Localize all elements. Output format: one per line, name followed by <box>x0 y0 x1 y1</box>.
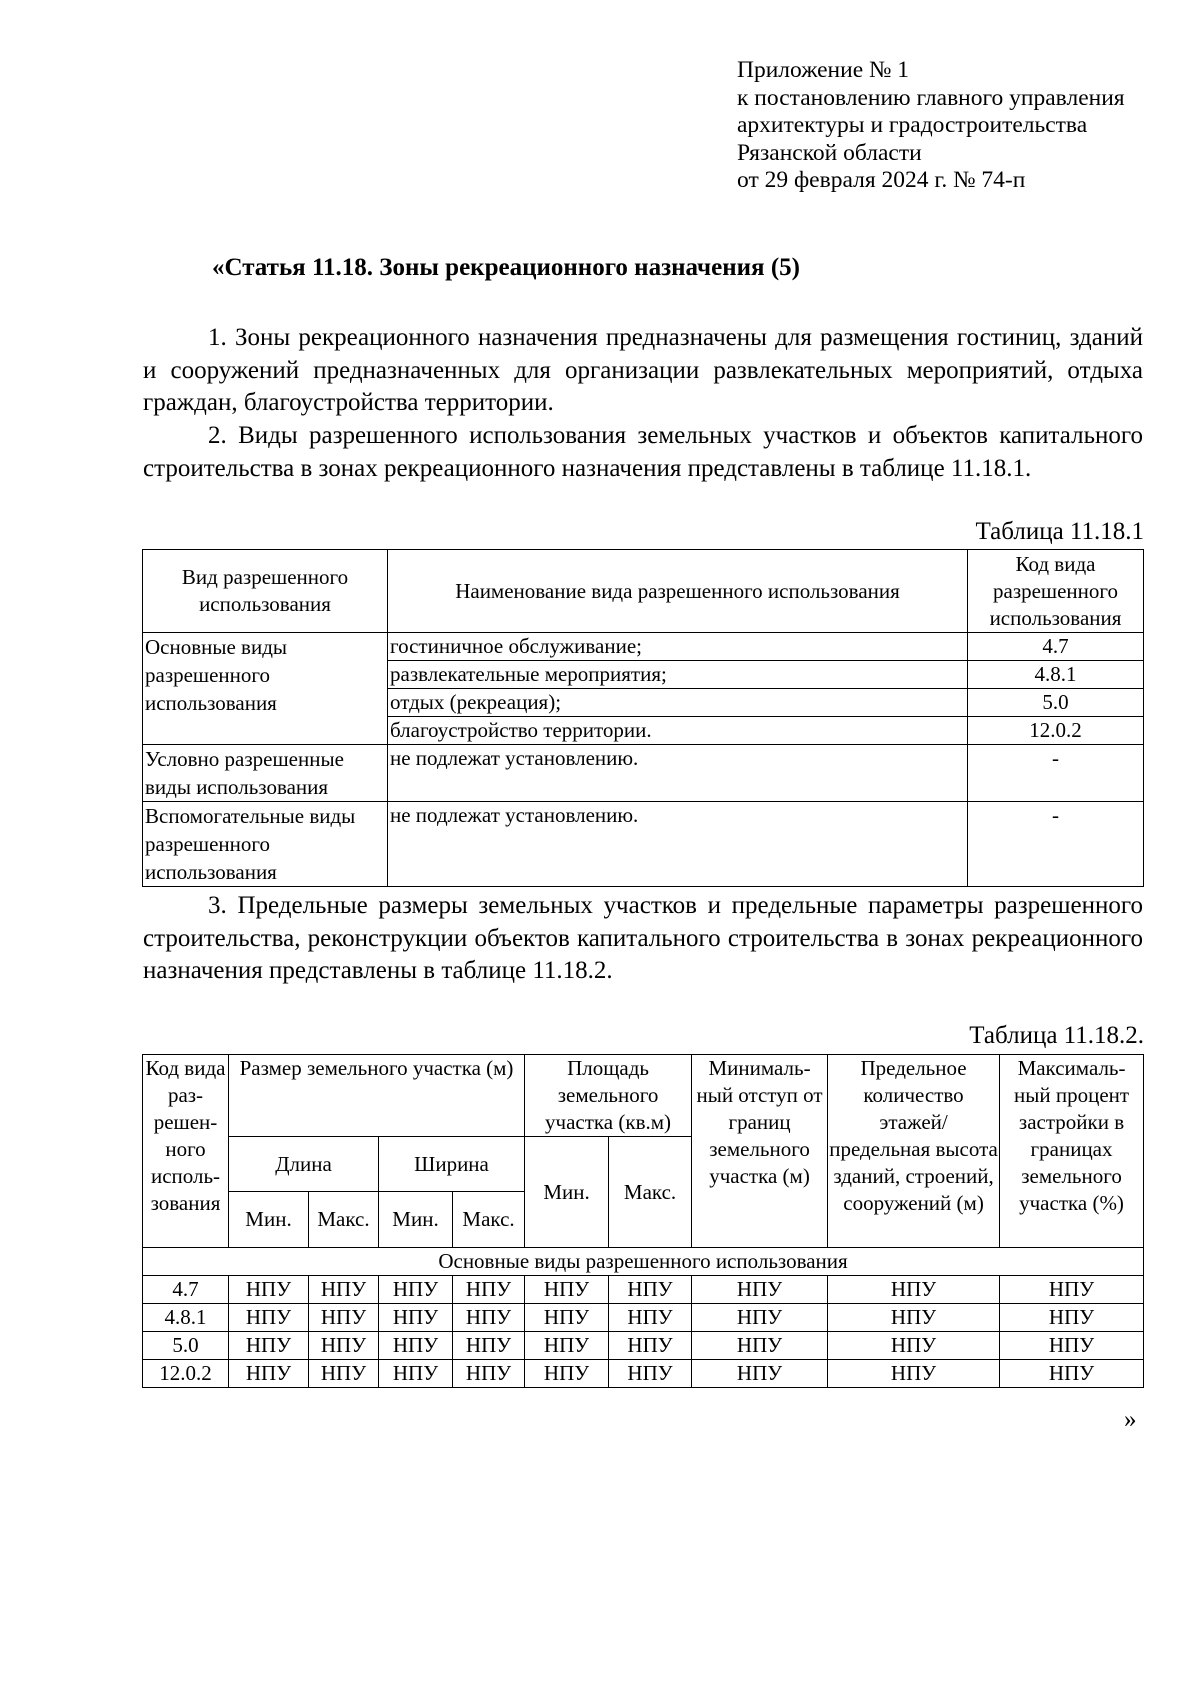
cell: НПУ <box>525 1276 609 1304</box>
cell: НПУ <box>828 1276 1000 1304</box>
header-cell: Предельное количество этажей/ предельная высота зданий, строений, сооружений (м) <box>828 1055 1000 1248</box>
row-code: 4.7 <box>143 1276 229 1304</box>
header-cell: Макс. <box>309 1192 379 1248</box>
use-code: 12.0.2 <box>968 717 1144 745</box>
cell: НПУ <box>1000 1276 1144 1304</box>
cell: НПУ <box>692 1304 828 1332</box>
table-row <box>143 1332 1144 1360</box>
header-cell: Площадь земельного участка (кв.м) <box>525 1055 692 1137</box>
use-code: 4.7 <box>968 633 1144 661</box>
paragraph-2 <box>143 420 1143 485</box>
header-cell: Ширина <box>379 1137 525 1192</box>
section-label: Основные виды разрешенного использования <box>143 1248 1144 1276</box>
cell: НПУ <box>453 1360 525 1388</box>
use-name: благоустройство территории. <box>388 717 968 745</box>
cell: НПУ <box>309 1276 379 1304</box>
header-cell: Макс. <box>609 1137 692 1248</box>
appendix-line: Рязанской области <box>737 139 922 166</box>
cell: НПУ <box>525 1332 609 1360</box>
use-name: развлекательные мероприятия; <box>388 661 968 689</box>
use-code: - <box>968 802 1144 887</box>
row-code: 5.0 <box>143 1332 229 1360</box>
article-title: «Статья 11.18. Зоны рекреационного назначения (5) <box>212 254 800 281</box>
table-row <box>143 633 1144 661</box>
cell: НПУ <box>453 1332 525 1360</box>
header-cell: Вид разрешенного использования <box>143 550 388 633</box>
cell: НПУ <box>609 1332 692 1360</box>
cell: НПУ <box>1000 1332 1144 1360</box>
header-cell: Код вида разрешенного использования <box>968 550 1144 633</box>
cell: НПУ <box>692 1276 828 1304</box>
header-cell: Мин. <box>379 1192 453 1248</box>
cell: НПУ <box>379 1332 453 1360</box>
cell: НПУ <box>609 1360 692 1388</box>
cell: НПУ <box>609 1304 692 1332</box>
appendix-line: Приложение № 1 <box>737 57 910 83</box>
header-cell: Длина <box>229 1137 379 1192</box>
cell: НПУ <box>229 1304 309 1332</box>
use-name: не подлежат установлению. <box>388 802 968 887</box>
table-row <box>143 745 1144 802</box>
row-label: Основные виды разрешенного использования <box>143 633 388 745</box>
header-cell: Максималь-ный процент застройки в границах земельного участка (%) <box>1000 1055 1144 1248</box>
paragraph-text: 2. Виды разрешенного использования земельных участков и объектов капитального строительства в зонах рекреационного назначения представлены в таблице 11.18.1. <box>143 422 1143 482</box>
cell: НПУ <box>525 1360 609 1388</box>
header-cell: Мин. <box>525 1137 609 1248</box>
cell: НПУ <box>1000 1360 1144 1388</box>
parameters-table <box>142 1054 1144 1388</box>
header-cell: Мин. <box>229 1192 309 1248</box>
row-code: 12.0.2 <box>143 1360 229 1388</box>
table-row <box>143 1276 1144 1304</box>
cell: НПУ <box>1000 1304 1144 1332</box>
cell: НПУ <box>379 1304 453 1332</box>
cell: НПУ <box>609 1276 692 1304</box>
cell: НПУ <box>229 1332 309 1360</box>
row-code: 4.8.1 <box>143 1304 229 1332</box>
paragraph-text: 3. Предельные размеры земельных участков и предельные параметры разрешенного строительства, реконструкции объектов капитального строительства в зонах рекреационного назначения представлены в таблице 11.18.2. <box>143 892 1143 984</box>
table-row <box>143 802 1144 887</box>
use-code: - <box>968 745 1144 802</box>
use-name: не подлежат установлению. <box>388 745 968 802</box>
use-name: отдых (рекреация); <box>388 689 968 717</box>
permitted-use-table <box>142 549 1144 887</box>
table2-caption: Таблица 11.18.2. <box>969 1022 1144 1049</box>
cell: НПУ <box>828 1360 1000 1388</box>
cell: НПУ <box>453 1304 525 1332</box>
cell: НПУ <box>229 1276 309 1304</box>
appendix-line: архитектуры и градостроительства <box>737 112 1088 138</box>
table-header-row <box>143 1055 1144 1137</box>
use-code: 5.0 <box>968 689 1144 717</box>
row-label: Условно разрешенные виды использования <box>143 745 388 802</box>
appendix-line: от 29 февраля 2024 г. № 74-п <box>737 167 1026 193</box>
row-label: Вспомогательные виды разрешенного использования <box>143 802 388 887</box>
cell: НПУ <box>309 1360 379 1388</box>
table-row <box>143 1360 1144 1388</box>
header-cell: Размер земельного участка (м) <box>229 1055 525 1137</box>
header-cell: Код вида раз-решен-ного исполь-зования <box>143 1055 229 1248</box>
table-row <box>143 1304 1144 1332</box>
use-code: 4.8.1 <box>968 661 1144 689</box>
cell: НПУ <box>828 1332 1000 1360</box>
cell: НПУ <box>453 1276 525 1304</box>
cell: НПУ <box>692 1360 828 1388</box>
closing-quote: » <box>1124 1406 1137 1433</box>
cell: НПУ <box>525 1304 609 1332</box>
header-cell: Минималь-ный отступ от границ земельного участка (м) <box>692 1055 828 1248</box>
appendix-header <box>737 57 1177 195</box>
cell: НПУ <box>379 1360 453 1388</box>
paragraph-3 <box>143 890 1143 988</box>
use-name: гостиничное обслуживание; <box>388 633 968 661</box>
cell: НПУ <box>229 1360 309 1388</box>
section-row <box>143 1248 1144 1276</box>
cell: НПУ <box>309 1304 379 1332</box>
paragraph-1 <box>143 322 1143 420</box>
table-header-row <box>143 550 1144 633</box>
cell: НПУ <box>309 1332 379 1360</box>
appendix-line: к постановлению главного управления <box>737 84 1125 111</box>
paragraph-text: 1. Зоны рекреационного назначения предназначены для размещения гостиниц, зданий и сооружений предназначенных для организации развлекательных мероприятий, отдыха граждан, благоустройства территории. <box>143 324 1143 416</box>
cell: НПУ <box>828 1304 1000 1332</box>
cell: НПУ <box>692 1332 828 1360</box>
header-cell: Наименование вида разрешенного использования <box>388 550 968 633</box>
cell: НПУ <box>379 1276 453 1304</box>
table1-caption: Таблица 11.18.1 <box>975 518 1144 545</box>
header-cell: Макс. <box>453 1192 525 1248</box>
